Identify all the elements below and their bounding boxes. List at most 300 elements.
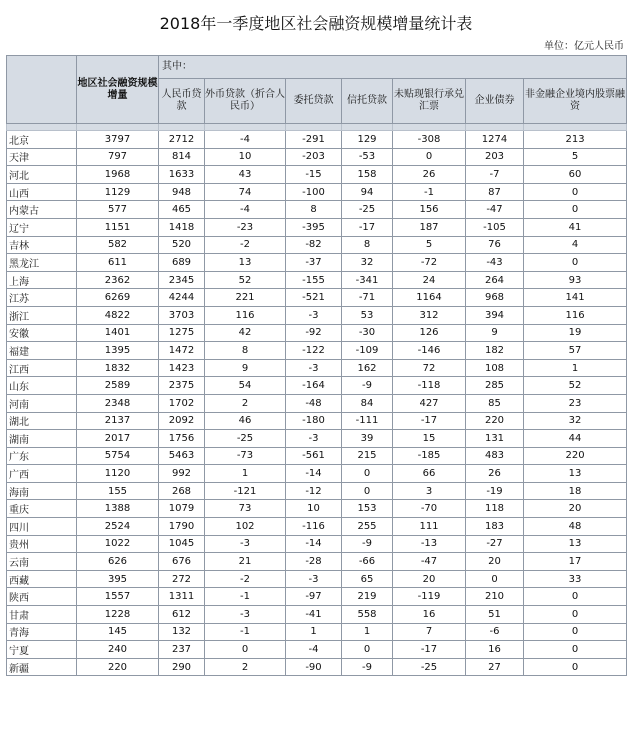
region-cell: 四川: [7, 518, 77, 536]
value-cell: 182: [466, 342, 524, 360]
value-cell: 85: [466, 394, 524, 412]
value-cell: -25: [205, 430, 286, 448]
region-cell: 河南: [7, 394, 77, 412]
value-cell: 0: [524, 658, 627, 676]
table-row: [7, 306, 627, 324]
region-cell: 湖北: [7, 412, 77, 430]
value-cell: 394: [466, 306, 524, 324]
value-cell: 52: [524, 377, 627, 395]
value-cell: -203: [286, 148, 342, 166]
value-cell: 5: [524, 148, 627, 166]
table-row: [7, 518, 627, 536]
value-cell: 213: [524, 131, 627, 149]
table-row: [7, 254, 627, 272]
value-cell: 2589: [77, 377, 159, 395]
region-cell: 江西: [7, 359, 77, 377]
separator-cell: [7, 124, 77, 131]
value-cell: -155: [286, 271, 342, 289]
value-cell: 968: [466, 289, 524, 307]
value-cell: 27: [466, 658, 524, 676]
value-cell: 1129: [77, 183, 159, 201]
value-cell: 1275: [159, 324, 205, 342]
value-cell: 94: [342, 183, 393, 201]
value-cell: 220: [77, 658, 159, 676]
region-cell: 山西: [7, 183, 77, 201]
table-row: [7, 588, 627, 606]
region-cell: 吉林: [7, 236, 77, 254]
value-cell: 9: [466, 324, 524, 342]
table-row: [7, 606, 627, 624]
value-cell: 53: [342, 306, 393, 324]
table-row: [7, 236, 627, 254]
value-cell: -180: [286, 412, 342, 430]
region-cell: 宁夏: [7, 641, 77, 659]
value-cell: -13: [393, 535, 466, 553]
value-cell: -164: [286, 377, 342, 395]
value-cell: -3: [286, 359, 342, 377]
table-row: [7, 359, 627, 377]
value-cell: 20: [393, 570, 466, 588]
value-cell: 87: [466, 183, 524, 201]
table-row: [7, 500, 627, 518]
value-cell: 26: [466, 465, 524, 483]
value-cell: 255: [342, 518, 393, 536]
value-cell: 129: [342, 131, 393, 149]
value-cell: -3: [286, 306, 342, 324]
value-cell: -70: [393, 500, 466, 518]
region-cell: 江苏: [7, 289, 77, 307]
region-cell: 广西: [7, 465, 77, 483]
value-cell: -15: [286, 166, 342, 184]
value-cell: 626: [77, 553, 159, 571]
table-row: [7, 166, 627, 184]
region-cell: 辽宁: [7, 218, 77, 236]
value-cell: 290: [159, 658, 205, 676]
value-cell: 141: [524, 289, 627, 307]
page-title: 2018年一季度地区社会融资规模增量统计表: [159, 14, 473, 33]
value-cell: -25: [342, 201, 393, 219]
value-cell: -3: [286, 430, 342, 448]
value-cell: 237: [159, 641, 205, 659]
value-cell: 220: [466, 412, 524, 430]
value-cell: -9: [342, 535, 393, 553]
region-cell: 西藏: [7, 570, 77, 588]
region-cell: 河北: [7, 166, 77, 184]
table-row: [7, 271, 627, 289]
value-cell: 33: [524, 570, 627, 588]
value-cell: 156: [393, 201, 466, 219]
value-cell: -6: [466, 623, 524, 641]
value-cell: 689: [159, 254, 205, 272]
value-cell: 3797: [77, 131, 159, 149]
value-cell: 582: [77, 236, 159, 254]
value-cell: 76: [466, 236, 524, 254]
value-cell: 2: [205, 658, 286, 676]
value-cell: 797: [77, 148, 159, 166]
value-cell: 162: [342, 359, 393, 377]
value-cell: 1418: [159, 218, 205, 236]
value-cell: 215: [342, 447, 393, 465]
region-cell: 山东: [7, 377, 77, 395]
value-cell: -47: [393, 553, 466, 571]
value-cell: -1: [205, 623, 286, 641]
col-header: 信托贷款: [342, 79, 393, 124]
value-cell: 948: [159, 183, 205, 201]
table-row: [7, 394, 627, 412]
value-cell: -4: [205, 201, 286, 219]
value-cell: 13: [205, 254, 286, 272]
value-cell: 1395: [77, 342, 159, 360]
value-cell: 1045: [159, 535, 205, 553]
value-cell: 220: [524, 447, 627, 465]
value-cell: 183: [466, 518, 524, 536]
table-row: [7, 430, 627, 448]
region-cell: 云南: [7, 553, 77, 571]
col-header: 委托贷款: [286, 79, 342, 124]
value-cell: 1702: [159, 394, 205, 412]
table-row: [7, 183, 627, 201]
table-row: [7, 289, 627, 307]
value-cell: 219: [342, 588, 393, 606]
value-cell: -521: [286, 289, 342, 307]
value-cell: -90: [286, 658, 342, 676]
region-cell: 海南: [7, 482, 77, 500]
value-cell: -118: [393, 377, 466, 395]
table-row: [7, 482, 627, 500]
value-cell: 577: [77, 201, 159, 219]
separator-cell: [393, 124, 466, 131]
value-cell: 111: [393, 518, 466, 536]
value-cell: 84: [342, 394, 393, 412]
value-cell: 116: [524, 306, 627, 324]
value-cell: -9: [342, 377, 393, 395]
value-cell: -12: [286, 482, 342, 500]
value-cell: 285: [466, 377, 524, 395]
value-cell: 102: [205, 518, 286, 536]
value-cell: 1968: [77, 166, 159, 184]
value-cell: -308: [393, 131, 466, 149]
value-cell: 1557: [77, 588, 159, 606]
value-cell: 611: [77, 254, 159, 272]
table-row: [7, 342, 627, 360]
value-cell: 1151: [77, 218, 159, 236]
value-cell: 93: [524, 271, 627, 289]
region-cell: 浙江: [7, 306, 77, 324]
value-cell: 187: [393, 218, 466, 236]
value-cell: 1274: [466, 131, 524, 149]
value-cell: 21: [205, 553, 286, 571]
value-cell: 2092: [159, 412, 205, 430]
value-cell: 20: [524, 500, 627, 518]
value-cell: 7: [393, 623, 466, 641]
table-row: [7, 553, 627, 571]
value-cell: 10: [205, 148, 286, 166]
value-cell: -43: [466, 254, 524, 272]
table-row: [7, 447, 627, 465]
value-cell: 1228: [77, 606, 159, 624]
value-cell: 4244: [159, 289, 205, 307]
region-cell: 广东: [7, 447, 77, 465]
col-header: 非金融企业境内股票融资: [524, 79, 627, 124]
value-cell: 814: [159, 148, 205, 166]
separator-cell: [524, 124, 627, 131]
value-cell: 73: [205, 500, 286, 518]
value-cell: 32: [342, 254, 393, 272]
value-cell: 2524: [77, 518, 159, 536]
value-cell: 2137: [77, 412, 159, 430]
region-cell: 新疆: [7, 658, 77, 676]
value-cell: -66: [342, 553, 393, 571]
value-cell: -3: [286, 570, 342, 588]
value-cell: 4822: [77, 306, 159, 324]
value-cell: -109: [342, 342, 393, 360]
region-header-cell: [7, 56, 77, 124]
region-cell: 湖南: [7, 430, 77, 448]
value-cell: 74: [205, 183, 286, 201]
total-header: 地区社会融资规模增量: [77, 56, 159, 124]
value-cell: -111: [342, 412, 393, 430]
value-cell: -27: [466, 535, 524, 553]
value-cell: 23: [524, 394, 627, 412]
value-cell: 32: [524, 412, 627, 430]
value-cell: 8: [205, 342, 286, 360]
table-row: [7, 570, 627, 588]
value-cell: 20: [466, 553, 524, 571]
value-cell: 43: [205, 166, 286, 184]
value-cell: 41: [524, 218, 627, 236]
value-cell: 1164: [393, 289, 466, 307]
separator-cell: [286, 124, 342, 131]
value-cell: 65: [342, 570, 393, 588]
value-cell: -82: [286, 236, 342, 254]
value-cell: -4: [205, 131, 286, 149]
value-cell: 0: [524, 623, 627, 641]
value-cell: 24: [393, 271, 466, 289]
value-cell: -17: [342, 218, 393, 236]
region-cell: 重庆: [7, 500, 77, 518]
value-cell: -53: [342, 148, 393, 166]
value-cell: 39: [342, 430, 393, 448]
value-cell: -561: [286, 447, 342, 465]
value-cell: 116: [205, 306, 286, 324]
value-cell: 1388: [77, 500, 159, 518]
table-row: [7, 148, 627, 166]
value-cell: -3: [205, 535, 286, 553]
value-cell: 44: [524, 430, 627, 448]
value-cell: -291: [286, 131, 342, 149]
table-row: [7, 641, 627, 659]
value-cell: -41: [286, 606, 342, 624]
value-cell: -17: [393, 641, 466, 659]
value-cell: -185: [393, 447, 466, 465]
value-cell: 0: [342, 482, 393, 500]
value-cell: 203: [466, 148, 524, 166]
value-cell: 132: [159, 623, 205, 641]
qizhong-header: 其中：: [159, 56, 627, 79]
value-cell: 15: [393, 430, 466, 448]
value-cell: 13: [524, 535, 627, 553]
value-cell: -97: [286, 588, 342, 606]
value-cell: 72: [393, 359, 466, 377]
table-row: [7, 623, 627, 641]
value-cell: 51: [466, 606, 524, 624]
value-cell: -4: [286, 641, 342, 659]
value-cell: 1472: [159, 342, 205, 360]
value-cell: 1311: [159, 588, 205, 606]
value-cell: 5463: [159, 447, 205, 465]
value-cell: 16: [466, 641, 524, 659]
table-row: [7, 131, 627, 149]
value-cell: -119: [393, 588, 466, 606]
value-cell: -48: [286, 394, 342, 412]
value-cell: 676: [159, 553, 205, 571]
value-cell: 19: [524, 324, 627, 342]
value-cell: 1079: [159, 500, 205, 518]
value-cell: 264: [466, 271, 524, 289]
value-cell: -28: [286, 553, 342, 571]
value-cell: 2348: [77, 394, 159, 412]
value-cell: 16: [393, 606, 466, 624]
value-cell: 1: [286, 623, 342, 641]
value-cell: 520: [159, 236, 205, 254]
value-cell: 60: [524, 166, 627, 184]
value-cell: 0: [524, 588, 627, 606]
value-cell: 3: [393, 482, 466, 500]
value-cell: -17: [393, 412, 466, 430]
region-cell: 上海: [7, 271, 77, 289]
value-cell: 558: [342, 606, 393, 624]
value-cell: 8: [286, 201, 342, 219]
value-cell: -92: [286, 324, 342, 342]
value-cell: -25: [393, 658, 466, 676]
value-cell: -47: [466, 201, 524, 219]
value-cell: -23: [205, 218, 286, 236]
value-cell: -146: [393, 342, 466, 360]
financing-table: [6, 55, 627, 676]
table-row: [7, 658, 627, 676]
separator-cell: [466, 124, 524, 131]
value-cell: -14: [286, 465, 342, 483]
value-cell: 240: [77, 641, 159, 659]
value-cell: 2017: [77, 430, 159, 448]
value-cell: 9: [205, 359, 286, 377]
value-cell: 42: [205, 324, 286, 342]
value-cell: 0: [393, 148, 466, 166]
value-cell: 2362: [77, 271, 159, 289]
value-cell: 54: [205, 377, 286, 395]
value-cell: 465: [159, 201, 205, 219]
value-cell: 66: [393, 465, 466, 483]
table-row: [7, 535, 627, 553]
value-cell: -72: [393, 254, 466, 272]
separator-cell: [342, 124, 393, 131]
table-row: [7, 465, 627, 483]
value-cell: 483: [466, 447, 524, 465]
value-cell: 145: [77, 623, 159, 641]
value-cell: 0: [342, 465, 393, 483]
value-cell: 1756: [159, 430, 205, 448]
value-cell: 268: [159, 482, 205, 500]
value-cell: 1022: [77, 535, 159, 553]
value-cell: 1: [524, 359, 627, 377]
value-cell: 3703: [159, 306, 205, 324]
table-row: [7, 412, 627, 430]
value-cell: 4: [524, 236, 627, 254]
table-body: [7, 131, 627, 676]
value-cell: 5: [393, 236, 466, 254]
value-cell: 108: [466, 359, 524, 377]
value-cell: -121: [205, 482, 286, 500]
value-cell: 5754: [77, 447, 159, 465]
value-cell: -14: [286, 535, 342, 553]
value-cell: 13: [524, 465, 627, 483]
value-cell: -105: [466, 218, 524, 236]
value-cell: 312: [393, 306, 466, 324]
col-header: 未贴现银行承兑汇票: [393, 79, 466, 124]
region-cell: 甘肃: [7, 606, 77, 624]
table-row: [7, 377, 627, 395]
value-cell: 48: [524, 518, 627, 536]
value-cell: 1401: [77, 324, 159, 342]
value-cell: 2375: [159, 377, 205, 395]
value-cell: 0: [342, 641, 393, 659]
value-cell: 57: [524, 342, 627, 360]
value-cell: 52: [205, 271, 286, 289]
value-cell: 0: [205, 641, 286, 659]
value-cell: -9: [342, 658, 393, 676]
region-cell: 北京: [7, 131, 77, 149]
unit-label: 单位：亿元人民币: [544, 41, 624, 52]
table-row: [7, 218, 627, 236]
value-cell: -3: [205, 606, 286, 624]
region-cell: 青海: [7, 623, 77, 641]
separator-cell: [205, 124, 286, 131]
region-cell: 福建: [7, 342, 77, 360]
value-cell: 2712: [159, 131, 205, 149]
value-cell: 395: [77, 570, 159, 588]
value-cell: 2: [205, 394, 286, 412]
region-cell: 内蒙古: [7, 201, 77, 219]
value-cell: -2: [205, 570, 286, 588]
value-cell: 8: [342, 236, 393, 254]
value-cell: -73: [205, 447, 286, 465]
value-cell: -341: [342, 271, 393, 289]
value-cell: 612: [159, 606, 205, 624]
value-cell: -1: [393, 183, 466, 201]
value-cell: -122: [286, 342, 342, 360]
value-cell: 118: [466, 500, 524, 518]
value-cell: 272: [159, 570, 205, 588]
value-cell: -2: [205, 236, 286, 254]
value-cell: -1: [205, 588, 286, 606]
value-cell: 1633: [159, 166, 205, 184]
value-cell: 0: [466, 570, 524, 588]
value-cell: 1423: [159, 359, 205, 377]
value-cell: 0: [524, 254, 627, 272]
col-header: 外币贷款（折合人民币）: [205, 79, 286, 124]
separator-cell: [77, 124, 159, 131]
value-cell: 0: [524, 183, 627, 201]
value-cell: 1790: [159, 518, 205, 536]
value-cell: 1: [205, 465, 286, 483]
value-cell: -37: [286, 254, 342, 272]
table-row: [7, 201, 627, 219]
value-cell: 0: [524, 606, 627, 624]
value-cell: 6269: [77, 289, 159, 307]
value-cell: 131: [466, 430, 524, 448]
value-cell: -30: [342, 324, 393, 342]
region-cell: 贵州: [7, 535, 77, 553]
